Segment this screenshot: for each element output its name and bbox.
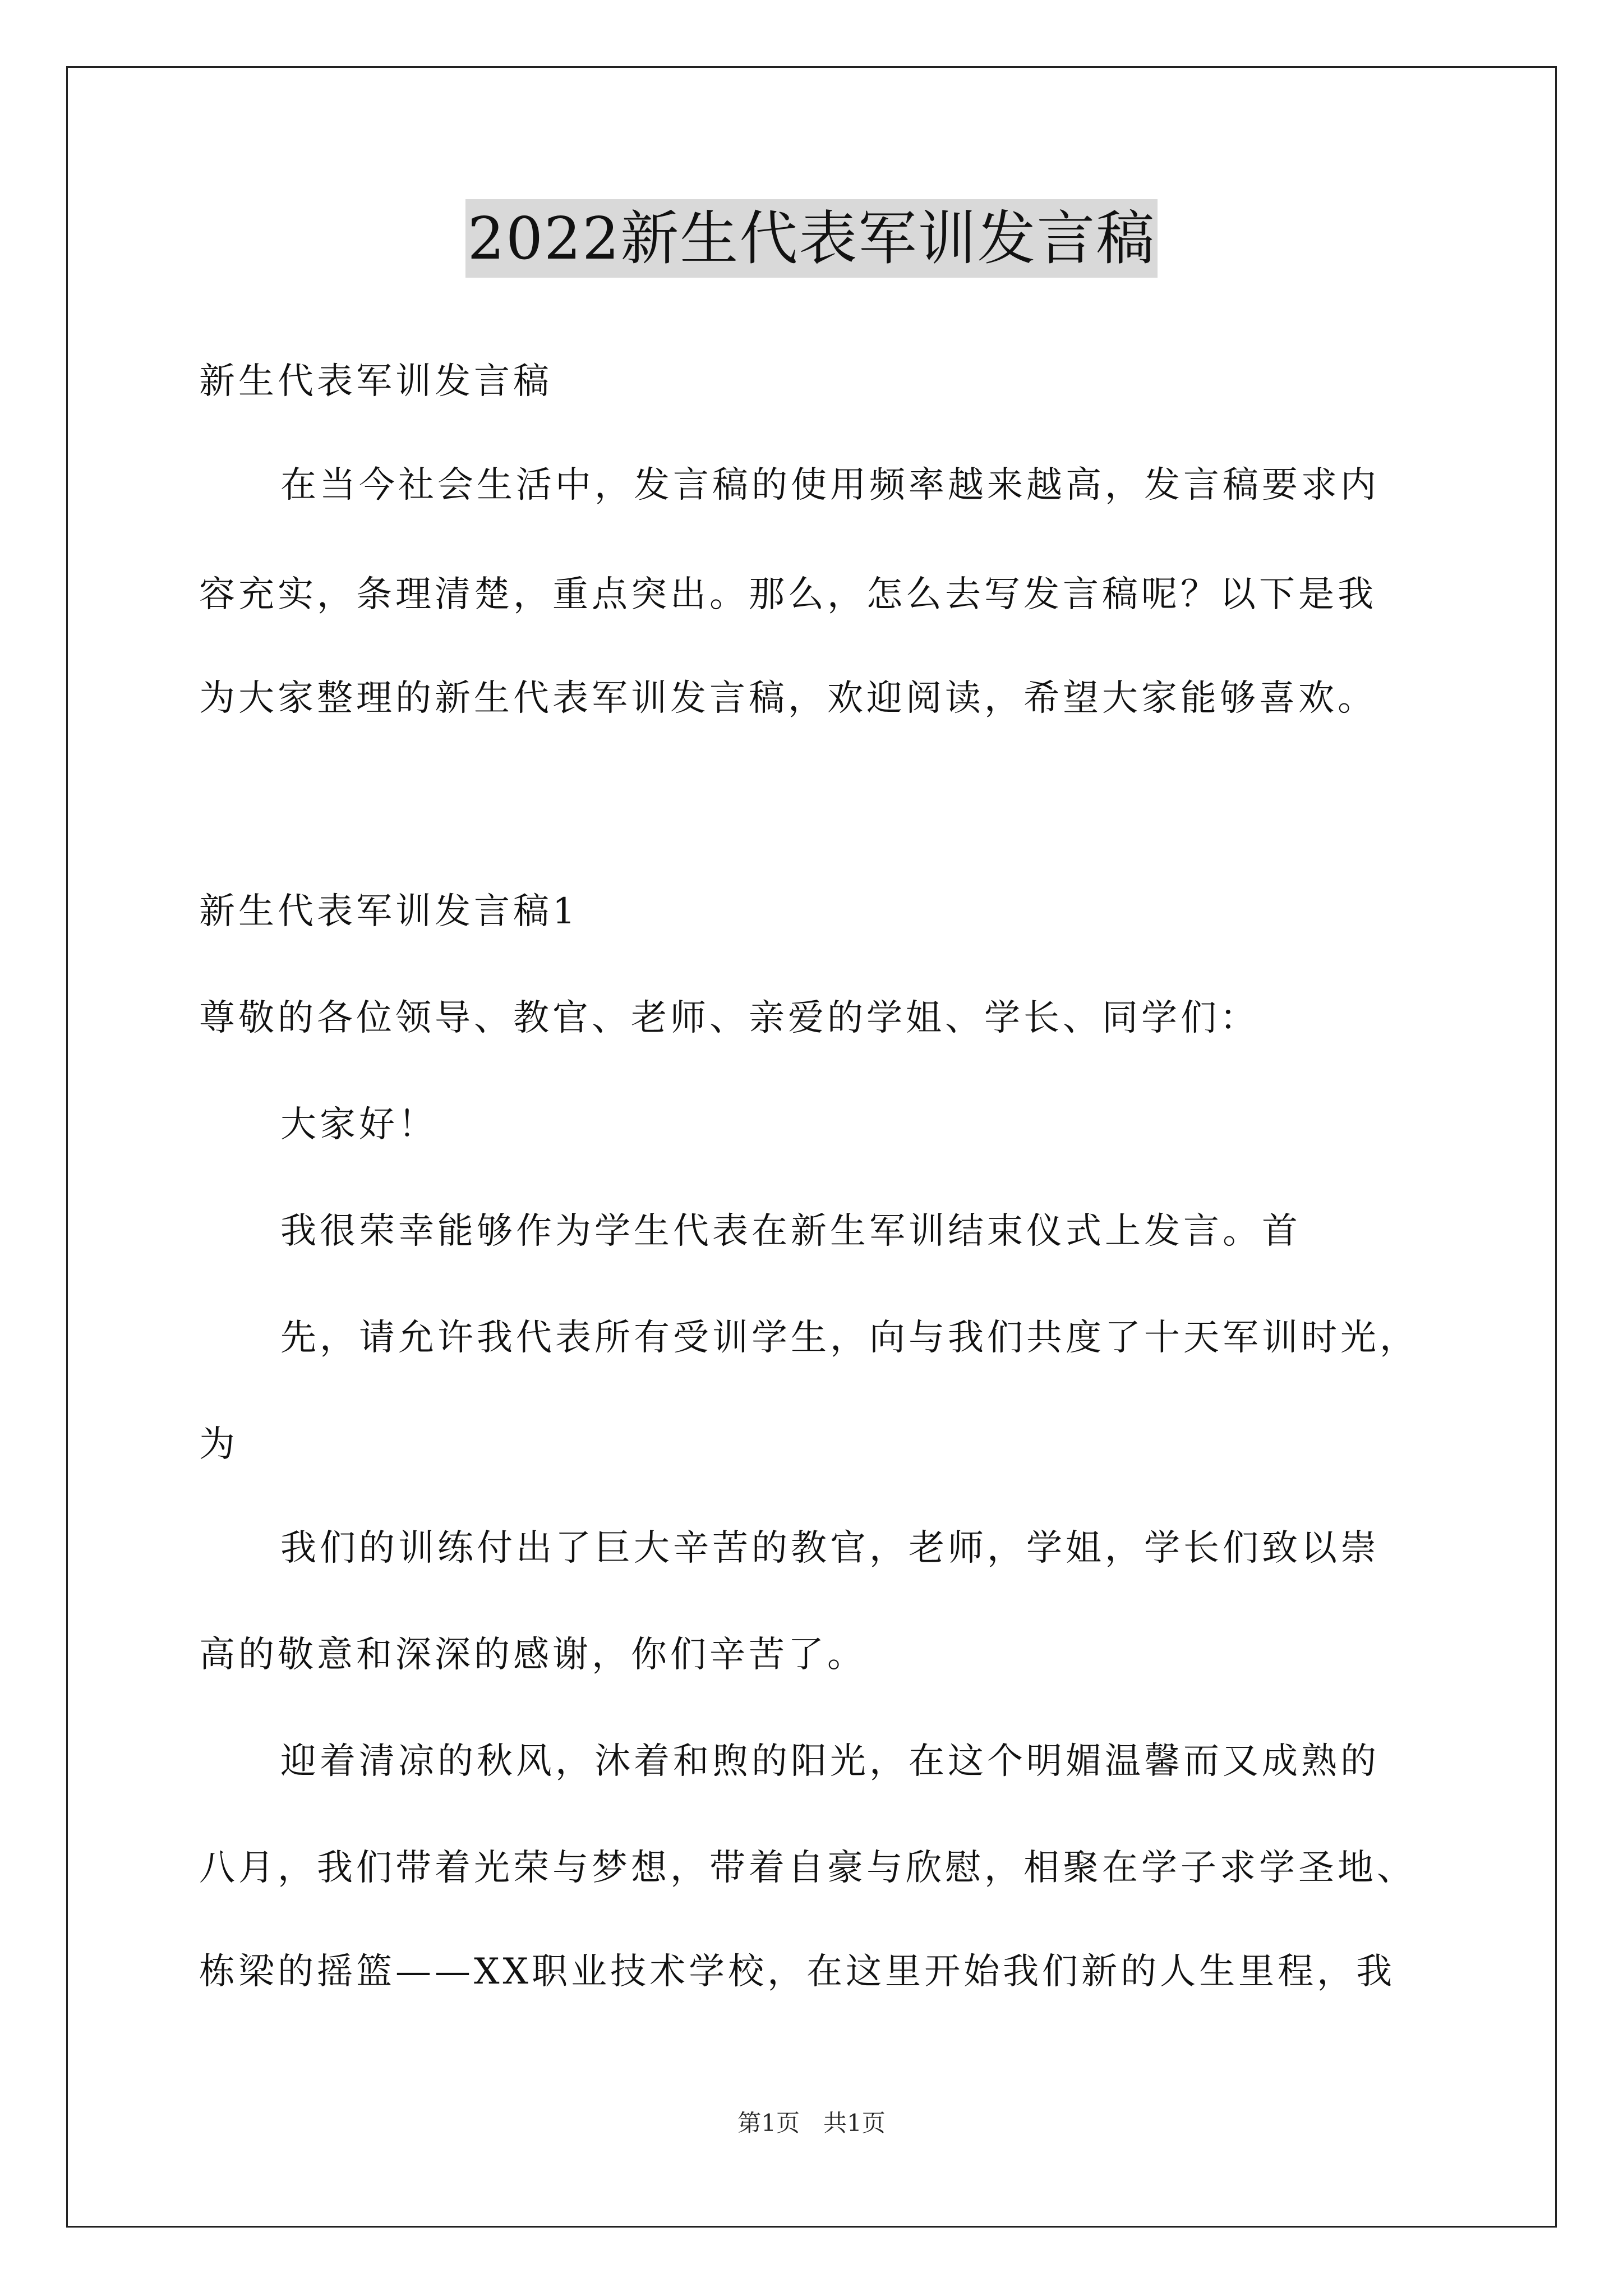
paragraph-line: 为大家整理的新生代表军训发言稿，欢迎阅读，希望大家能够喜欢。 [199, 678, 1377, 719]
page-footer: 第1页 共1页 [737, 2109, 886, 2137]
paragraph-line: 迎着清凉的秋风，沐着和煦的阳光，在这个明媚温馨而又成熟的 [280, 1741, 1380, 1782]
paragraph-line: 我们的训练付出了巨大辛苦的教官，老师，学姐，学长们致以崇 [280, 1527, 1380, 1569]
section-heading: 新生代表军训发言稿1 [199, 891, 579, 932]
paragraph-line: 容充实，条理清楚，重点突出。那么，怎么去写发言稿呢？以下是我 [199, 574, 1377, 615]
document-title: 2022新生代表军训发言稿 [465, 199, 1158, 278]
title-container [0, 199, 1623, 278]
paragraph-line: 为 [199, 1424, 238, 1465]
greeting-line: 大家好！ [280, 1104, 437, 1145]
salutation-line: 尊敬的各位领导、教官、老师、亲爱的学姐、学长、同学们： [199, 997, 1259, 1039]
paragraph-line: 高的敬意和深深的感谢，你们辛苦了。 [199, 1634, 866, 1676]
paragraph-line: 在当今社会生活中，发言稿的使用频率越来越高，发言稿要求内 [280, 464, 1380, 506]
section-heading: 新生代表军训发言稿 [199, 361, 552, 402]
paragraph-line: 八月，我们带着光荣与梦想，带着自豪与欣慰，相聚在学子求学圣地、 [199, 1847, 1416, 1889]
paragraph-line: 我很荣幸能够作为学生代表在新生军训结束仪式上发言。首 [280, 1211, 1301, 1252]
paragraph-line: 先，请允许我代表所有受训学生，向与我们共度了十天军训时光， [280, 1317, 1419, 1359]
paragraph-line: 栋梁的摇篮——XX职业技术学校，在这里开始我们新的人生里程，我 [199, 1951, 1396, 1993]
